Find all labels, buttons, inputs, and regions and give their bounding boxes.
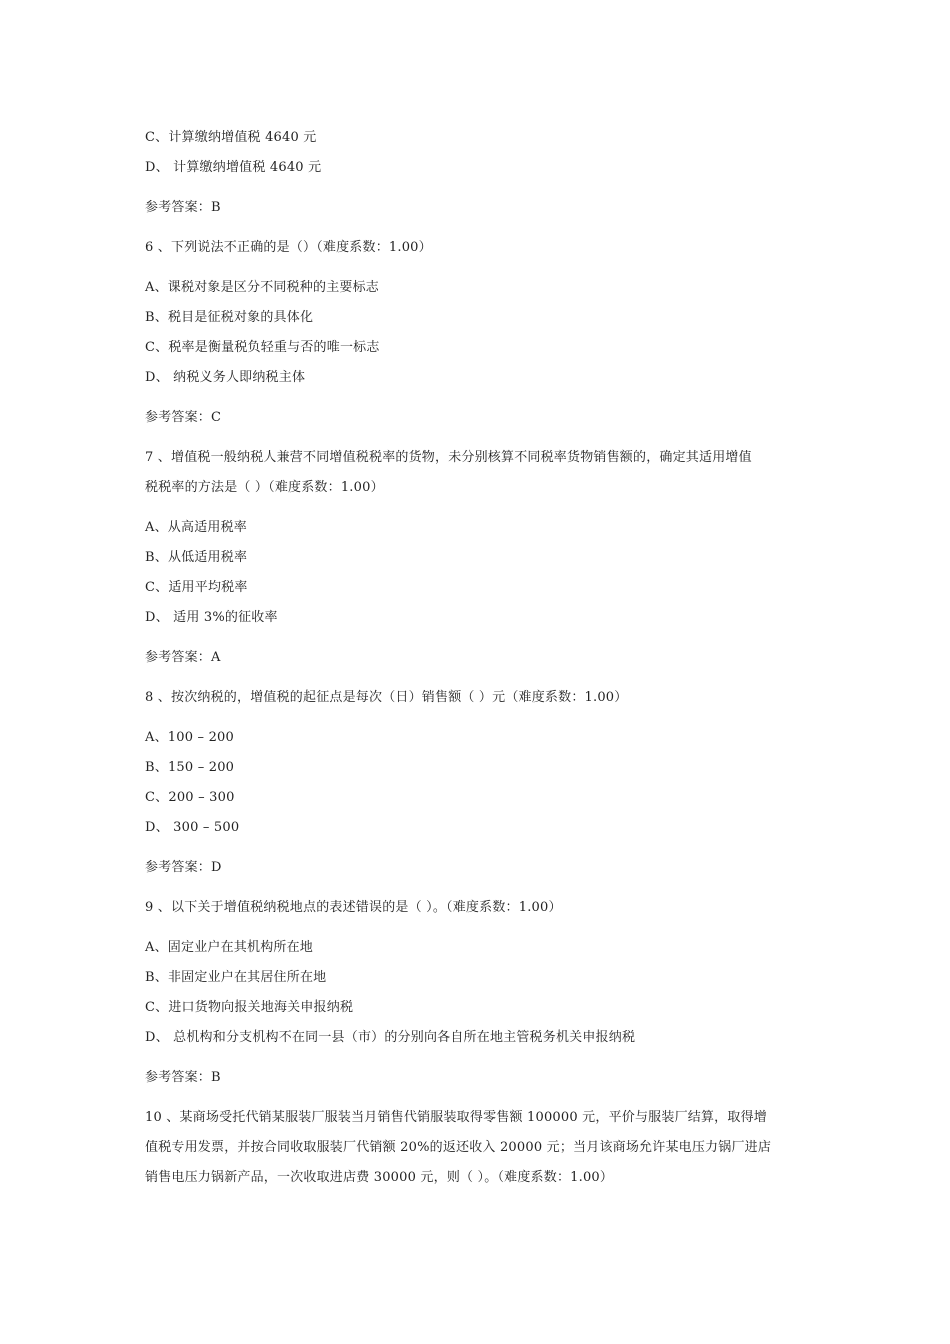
- q7-option-b: B、从低适用税率: [145, 550, 248, 565]
- q9-answer: 参考答案：B: [145, 1070, 221, 1085]
- q6-option-b: B、税目是征税对象的具体化: [145, 310, 314, 325]
- q7-option-c: C、适用平均税率: [145, 580, 248, 595]
- q5-option-c: C、计算缴纳增值税 4640 元: [145, 130, 317, 145]
- q9-option-b: B、非固定业户在其居住所在地: [145, 970, 327, 985]
- q10-stem-line-3: 销售电压力锅新产品，一次收取进店费 30000 元，则（ ）。（难度系数：1.00）: [145, 1170, 614, 1185]
- q6-answer: 参考答案：C: [145, 410, 222, 425]
- q7-stem-line-2: 税税率的方法是（ ）（难度系数：1.00）: [145, 480, 384, 495]
- q9-stem: 9 、以下关于增值税纳税地点的表述错误的是（ ）。（难度系数：1.00）: [145, 900, 562, 915]
- q8-answer: 参考答案：D: [145, 860, 222, 875]
- q6-option-d: D、 纳税义务人即纳税主体: [145, 370, 306, 385]
- q8-stem: 8 、按次纳税的，增值税的起征点是每次（日）销售额（ ）元（难度系数：1.00）: [145, 690, 628, 705]
- q10-stem-line-2: 值税专用发票，并按合同收取服装厂代销额 20%的返还收入 20000 元；当月该商场允许某电压力锅厂进店: [145, 1140, 772, 1155]
- q6-option-a: A、课税对象是区分不同税种的主要标志: [145, 280, 379, 295]
- q10-stem-line-1: 10 、某商场受托代销某服装厂服装当月销售代销服装取得零售额 100000 元，平价与服装厂结算，取得增: [145, 1110, 767, 1125]
- q9-option-c: C、进口货物向报关地海关申报纳税: [145, 1000, 354, 1015]
- q6-stem: 6 、下列说法不正确的是（）（难度系数：1.00）: [145, 240, 432, 255]
- q9-option-d: D、 总机构和分支机构不在同一县（市）的分别向各自所在地主管税务机关申报纳税: [145, 1030, 636, 1045]
- q8-option-b: B、150 – 200: [145, 760, 235, 775]
- q8-option-a: A、100 – 200: [145, 730, 234, 745]
- q5-option-d: D、 计算缴纳增值税 4640 元: [145, 160, 322, 175]
- q7-option-d: D、 适用 3%的征收率: [145, 610, 278, 625]
- q7-option-a: A、从高适用税率: [145, 520, 247, 535]
- q7-answer: 参考答案：A: [145, 650, 221, 665]
- q6-option-c: C、税率是衡量税负轻重与否的唯一标志: [145, 340, 380, 355]
- q9-option-a: A、固定业户在其机构所在地: [145, 940, 313, 955]
- q5-answer: 参考答案：B: [145, 200, 221, 215]
- q8-option-c: C、200 – 300: [145, 790, 235, 805]
- q8-option-d: D、 300 – 500: [145, 820, 240, 835]
- q7-stem-line-1: 7 、增值税一般纳税人兼营不同增值税税率的货物，未分别核算不同税率货物销售额的，确定其适用增值: [145, 450, 752, 465]
